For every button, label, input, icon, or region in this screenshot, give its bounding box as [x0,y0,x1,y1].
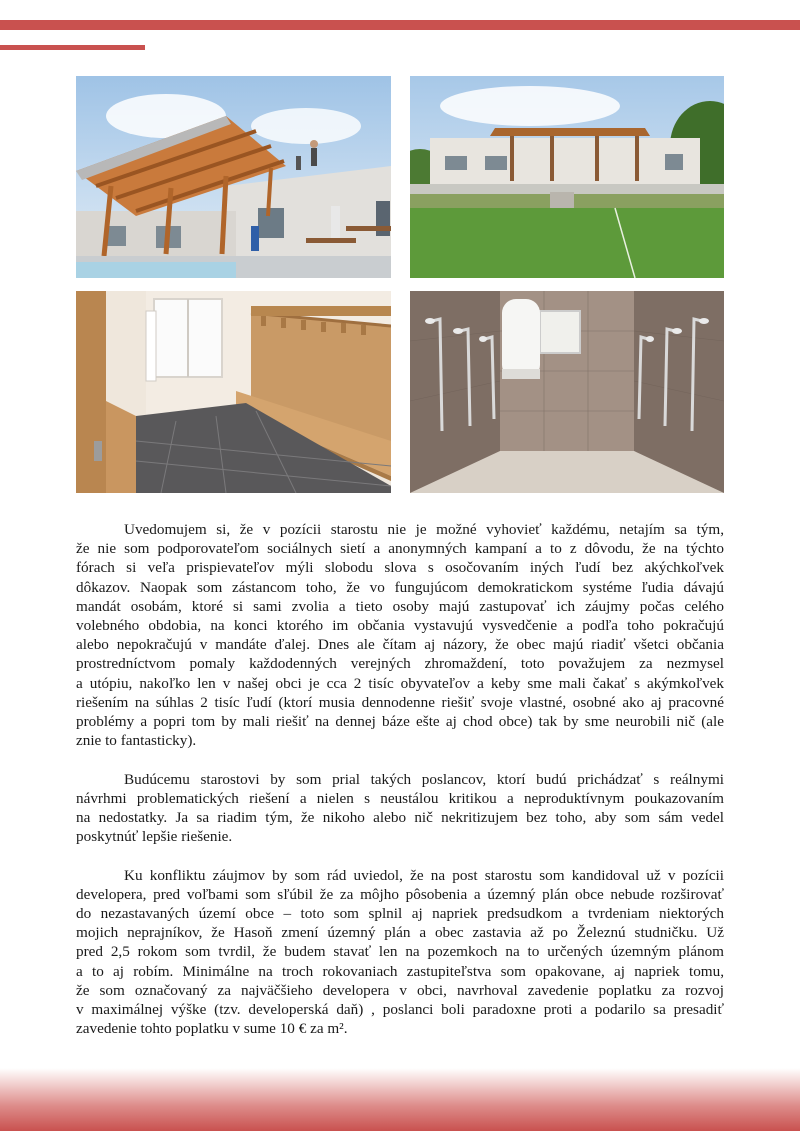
footer-band [0,1068,800,1131]
text-line: prostredníctvom pomaly každodenných verejných zhromaždení, toto považujem za nezmysel [76,655,724,673]
text-line: developera, pred voľbami som sľúbil že za môjho pôsobenia a územný plán obce nebude rozširovať [76,885,724,903]
text-line: na nedostatky. Ja sa riadim tým, že nikoho alebo nič nekritizujem bez toho, aby som sám vedel [76,809,724,827]
paragraph-1 [76,520,724,750]
photo-stadium-roof [76,76,391,278]
text-line: že nie som podporovateľom sociálnych sietí a anonymných kampaní a to z dôvodu, že na týchto [76,540,724,558]
text-line: návrhmi problematických riešení a nielen s neustálou kritikou a neproduktívnym poukazovaním [76,789,724,807]
text-line: riešením na súhlas 2 tisíc ľudí (ktorí musia dennodenne riešiť svoje vlastné, osobné ako aj pracovné [76,693,724,711]
text-line: problémy a popri tom by mali riešiť na dennej báze ešte aj chod obce) tak by sme neurobili nič (ale [76,713,724,731]
text-line: že som označovaný za najväčšieho developera v obci, navrhoval zavedenie poplatku za rozvoj [76,981,724,999]
paragraph-2 [76,770,724,847]
photo-changing-room [76,291,391,493]
photo-stadium-field [410,76,724,278]
text-line: Ku konfliktu záujmov by som rád uviedol, že na post starostu som kandidoval už v pozícii [124,866,724,884]
text-line: dôkazov. Naopak som zástancom toho, že vo fungujúcom demokratickom systéme ľudia dávajú [76,578,724,596]
text-line: pred 2,5 rokom som tvrdil, že budem stavať len na pozemkoch na to určených územným plánom [76,943,724,961]
header-accent-bar [0,45,145,50]
text-line: Uvedomujem si, že v pozícii starostu nie je možné vyhovieť každému, netajím sa tým, [124,521,724,538]
text-line: do nezastavaných území obce – toto som splnil aj napriek predsudkom a tvrdeniam niektorých [76,905,724,923]
text-line: zavedenie tohto poplatku v sume 10 € za m². [76,1020,348,1038]
article-body [76,520,724,1058]
text-line: mojich neprajníkov, že Hasoň zmení územný plán a obec zastavia až po Železnú studničku. Už [76,924,724,942]
text-line: znie to fantasticky). [76,732,197,750]
text-line: a to aj robím. Minimálne na troch rokovaniach zastupiteľstva som opakovane, aj napriek tomu, [76,962,724,980]
text-line: alebo nepokračujú v mandáte ďalej. Dnes ale čítam aj názory, že obec majú riadiť všetci občania [76,636,724,654]
text-line: volebného obdobia, na konci ktorého im občania vystavujú vysvedčenie a podľa toho pokračujú [76,617,724,635]
text-line: fórach si veľa prispievateľov mýli slobodu slova s osočovaním iných ľudí bez akýchkoľvek [76,559,724,577]
text-line: v maximálnej výške (tzv. developerská daň) , poslanci boli paradoxne proti a podarilo sa presadiť [76,1001,724,1019]
text-line: Budúcemu starostovi by som prial takých poslancov, ktorí budú prichádzať s reálnymi [124,770,724,788]
text-line: a utópiu, nakoľko len v našej obci je cca 2 tisíc obyvateľov a keby sme mali čakať s akýmkoľvek [76,674,724,692]
text-line: poskytnúť lepšie riešenie. [76,828,233,846]
header-bar [0,20,800,30]
photo-showers [410,291,724,493]
text-line: mandát osobám, ktoré si sami zvolia a tieto osoby majú zastupovať ich záujmy počas celého [76,597,724,615]
paragraph-3 [76,866,724,1039]
